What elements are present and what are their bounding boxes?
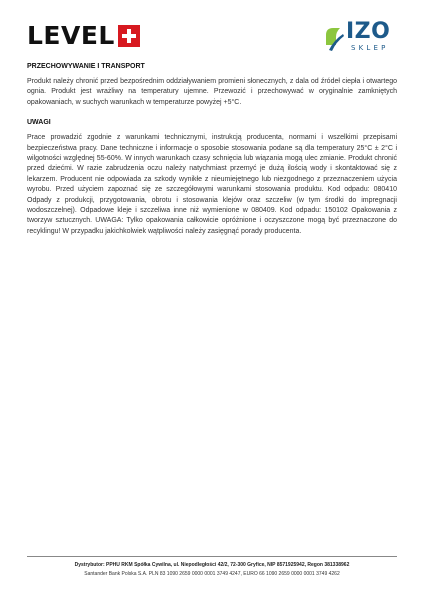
izo-leaf-icon bbox=[322, 23, 346, 53]
footer-bank-accounts: Santander Bank Polska S.A. PLN 83 1090 2659 0000 0001 3749 4247, EURO 66 1090 2659 0000 0001 3749 4262 bbox=[84, 571, 340, 577]
section-title-storage: PRZECHOWYWANIE I TRANSPORT bbox=[27, 63, 145, 70]
izo-sklep-logo bbox=[322, 19, 397, 58]
document-header bbox=[27, 19, 397, 58]
plus-icon bbox=[118, 25, 140, 47]
section-notes bbox=[27, 118, 397, 237]
footer-distributor: Dystrybutor: PPHU RKM Spółka Cywilna, ul. Niepodległości 42/2, 72-300 Gryfice, NIP 8571925942, Regon 381338962 bbox=[74, 562, 350, 568]
paragraph-notes: Prace prowadzić zgodnie z warunkami technicznymi, instrukcją producenta, normami i wszelkimi przepisami bezpieczeństwa pracy. Dane techniczne i informacje o sposobie stosowania podane są dla temperatury 25°C ± 2°C i wilgotności względnej 55-60%. W innych warunkach czasy schnięcia lub wiązania mogą ulec zmianie. Produkt chronić przed dziećmi. W razie zabrudzenia oczu należy natychmiast przemyć je dużą ilością wody i skontaktować się z lekarzem. Producent nie odpowiada za szkody wynikłe z nieumiejętnego lub niezgodnego z przeznaczeniem użycia wyrobu. Przed użyciem zapoznać się ze szczegółowymi warunkami stosowania produktu. Kod odpadu: 080410 Odpady z produkcji, przygotowania, obrotu i stosowania klejów oraz szczeliw (w tym środki do impregnacji wodoszczelnej). Odpadowe kleje i szczeliwa inne niż wymienione w 080409. Kod odpadu: 150102 Opakowania z tworzyw sztucznych. UWAGA: Tylko opakowania całkowicie opróżnione i oczyszczone mogą być przeznaczone do recyklingu! W przypadku jakichkolwiek wątpliwości należy zasięgnąć porady producenta. bbox=[27, 134, 397, 235]
section-storage bbox=[27, 62, 397, 108]
izo-logo-text: IZO bbox=[346, 19, 391, 44]
level-plus-logo bbox=[27, 22, 140, 50]
document-footer bbox=[27, 561, 397, 579]
footer-divider bbox=[27, 556, 397, 557]
level-logo-text: LEVEL bbox=[27, 21, 115, 50]
sklep-logo-text: SKLEP bbox=[351, 44, 389, 52]
section-title-notes: UWAGI bbox=[27, 119, 51, 127]
document-body bbox=[27, 62, 397, 245]
paragraph-storage: Produkt należy chronić przed bezpośrednim oddziaływaniem promieni słonecznych, z dala od źródeł ciepła i otwartego ognia. Produkt jest wrażliwy na temperatury ujemne. Przewozić i przechowywać w oryginalnie zamkniętych opakowaniach, w suchych warunkach w temperaturze powyżej +5°C. bbox=[27, 78, 397, 106]
